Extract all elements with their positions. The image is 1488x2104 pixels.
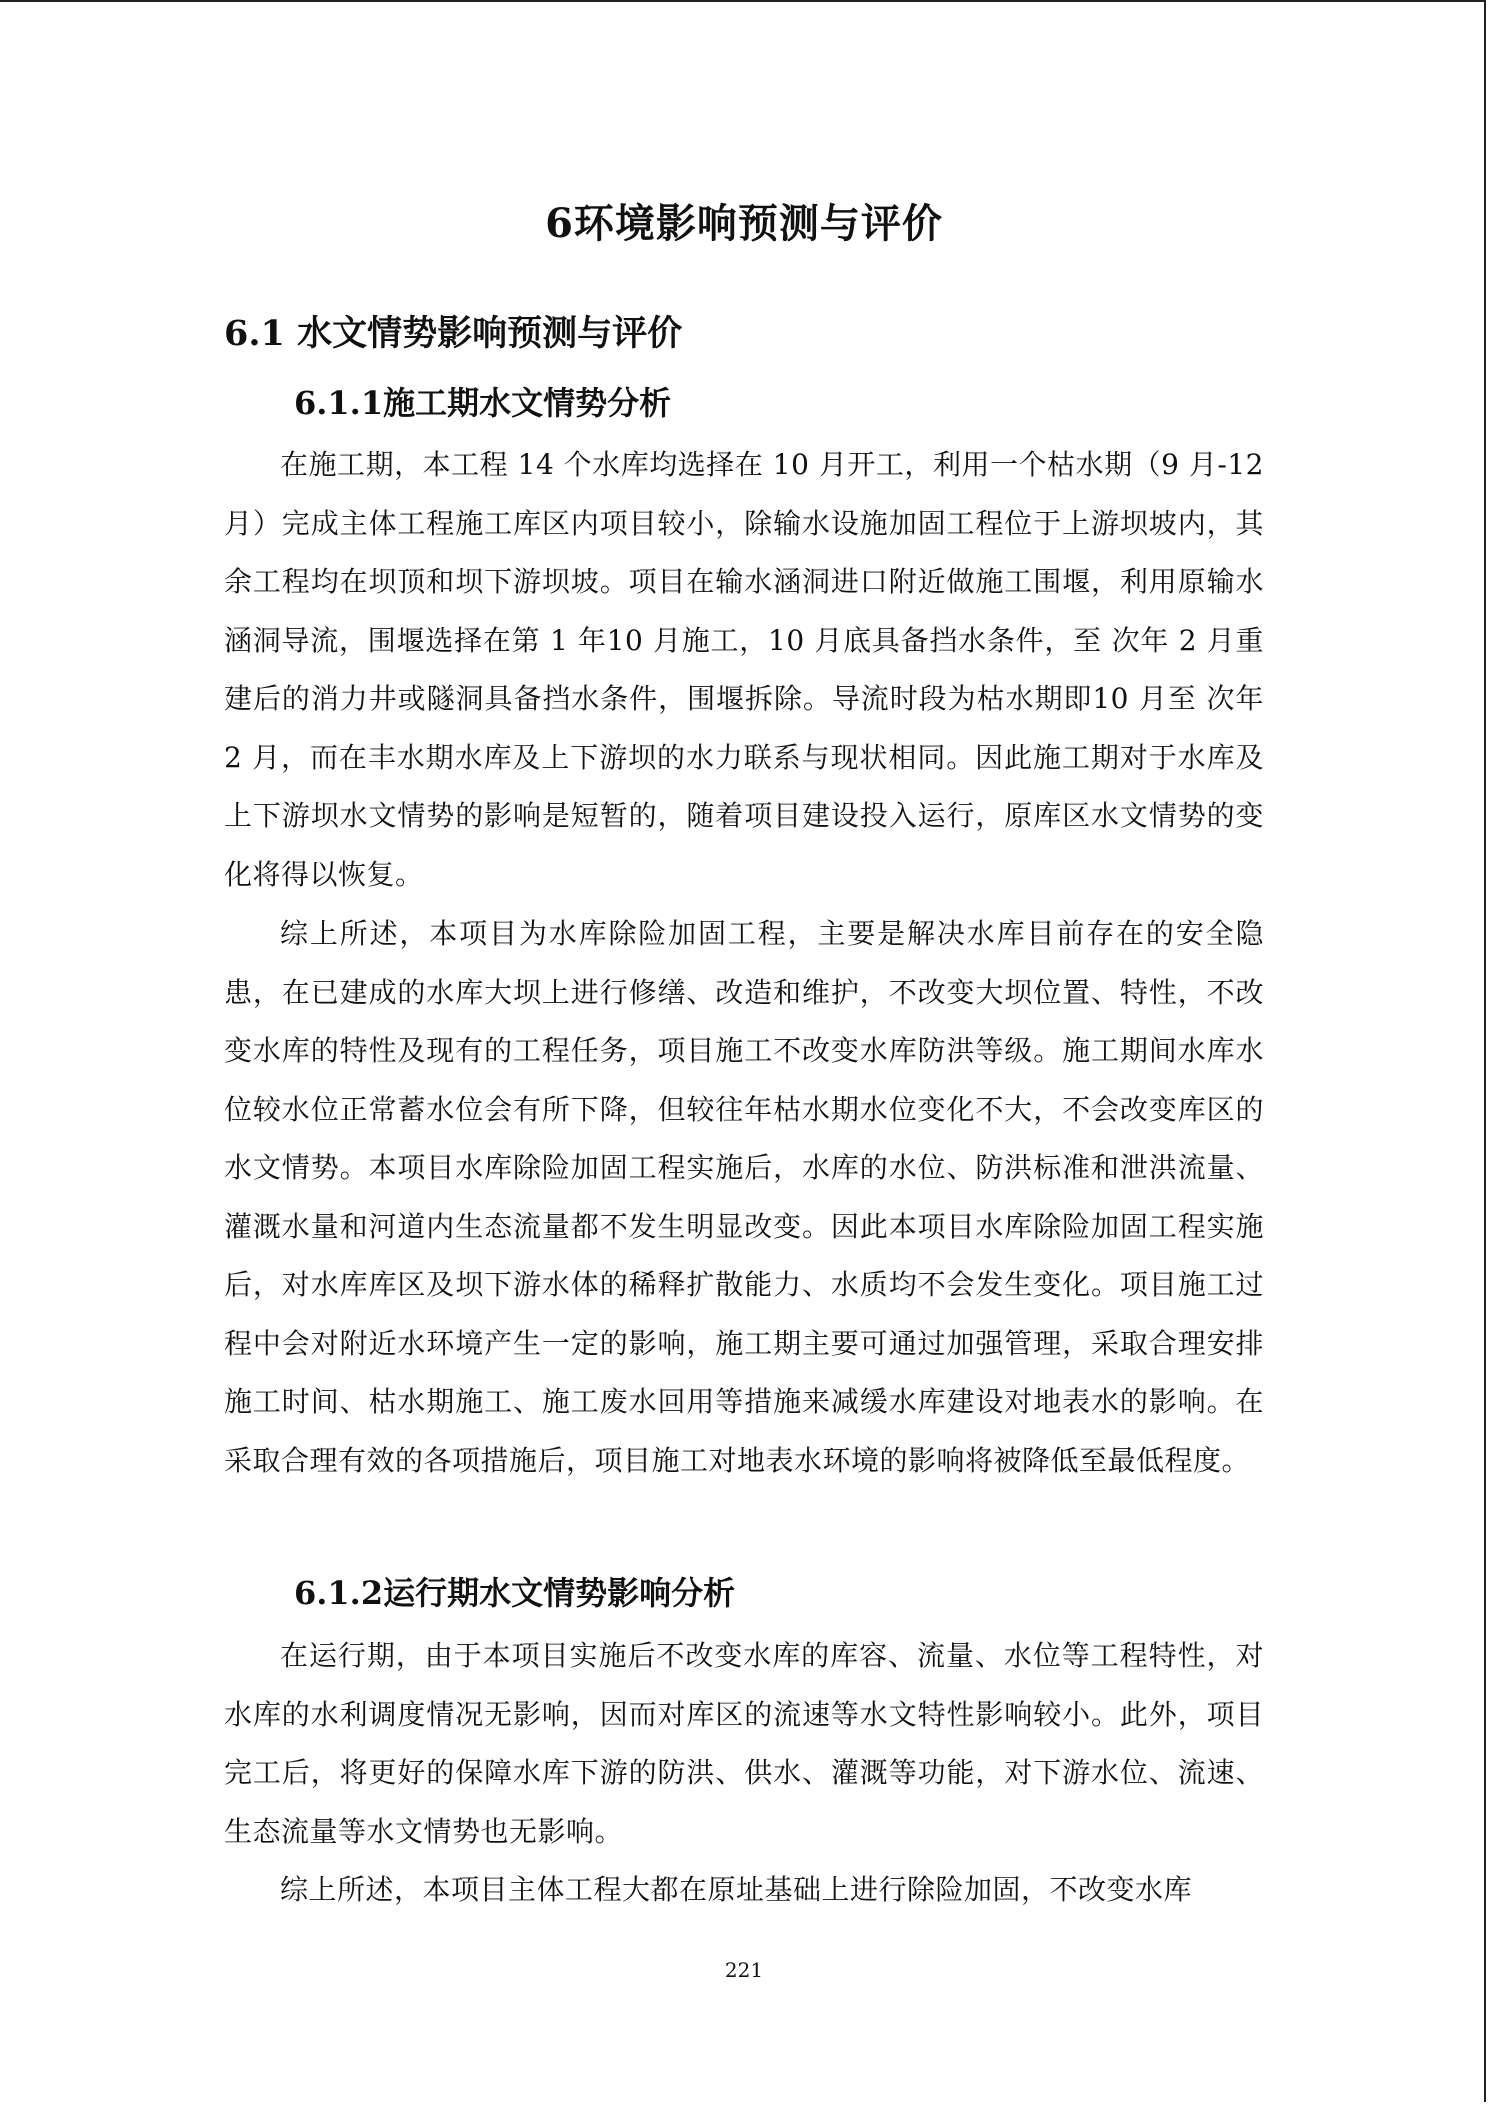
section-heading: 6.1 水文情势影响预测与评价 — [224, 313, 683, 354]
chapter-title: 6环境影响预测与评价 — [545, 200, 943, 247]
paragraph-construction-period: 在施工期，本工程 14 个水库均选择在 10 月开工，利用一个枯水期（9 月-12 月）完成主体工程施工库区内项目较小，除输水设施加固工程位于上游坝坡内，其余工程均在坝顶和坝下游坝坡。项目在输水涵洞进口附近做施工围堰，利用原输水涵洞导流，围堰选择在第 1 年10 月施工，10 月底具备挡水条件，至 次年 2 月重建后的消力井或隧洞具备挡水条件，围堰拆除。导流时段为枯水期即10 月至 次年 2 月，而在丰水期水库及上下游坝的水力联系与现状相同。因此施工期对于水库及上下游坝水文情势的影响是短暂的，随着项目建设投入运行，原库区水文情势的变化将得以恢复。 — [224, 448, 1264, 891]
paragraph-construction-summary: 综上所述，本项目为水库除险加固工程，主要是解决水库目前存在的安全隐患，在已建成的水库大坝上进行修缮、改造和维护，不改变大坝位置、特性，不改变水库的特性及现有的工程任务，项目施工不改变水库防洪等级。施工期间水库水位较水位正常蓄水位会有所下降，但较往年枯水期水位变化不大，不会改变库区的水文情势。本项目水库除险加固工程实施后，水库的水位、防洪标准和泄洪流量、灌溉水量和河道内生态流量都不发生明显改变。因此本项目水库除险加固工程实施后，对水库库区及坝下游水体的稀释扩散能力、水质均不会发生变化。项目施工过程中会对附近水环境产生一定的影响，施工期主要可通过加强管理，采取合理安排施工时间、枯水期施工、施工废水回用等措施来减缓水库建设对地表水的影响。在采取合理有效的各项措施后，项目施工对地表水环境的影响将被降低至最低程度。 — [224, 917, 1264, 1477]
page-number: 221 — [724, 1958, 764, 1982]
subsection-heading-construction: 6.1.1施工期水文情势分析 — [294, 384, 672, 422]
paragraph-operation-summary: 综上所述，本项目主体工程大都在原址基础上进行除险加固，不改变水库 — [280, 1873, 1193, 1906]
paragraph-operation-period: 在运行期，由于本项目实施后不改变水库的库容、流量、水位等工程特性，对水库的水利调度情况无影响，因而对库区的流速等水文特性影响较小。此外，项目完工后，将更好的保障水库下游的防洪、供水、灌溉等功能，对下游水位、流速、生态流量等水文情势也无影响。 — [224, 1639, 1264, 1848]
subsection-heading-operation: 6.1.2运行期水文情势影响分析 — [294, 1574, 736, 1612]
